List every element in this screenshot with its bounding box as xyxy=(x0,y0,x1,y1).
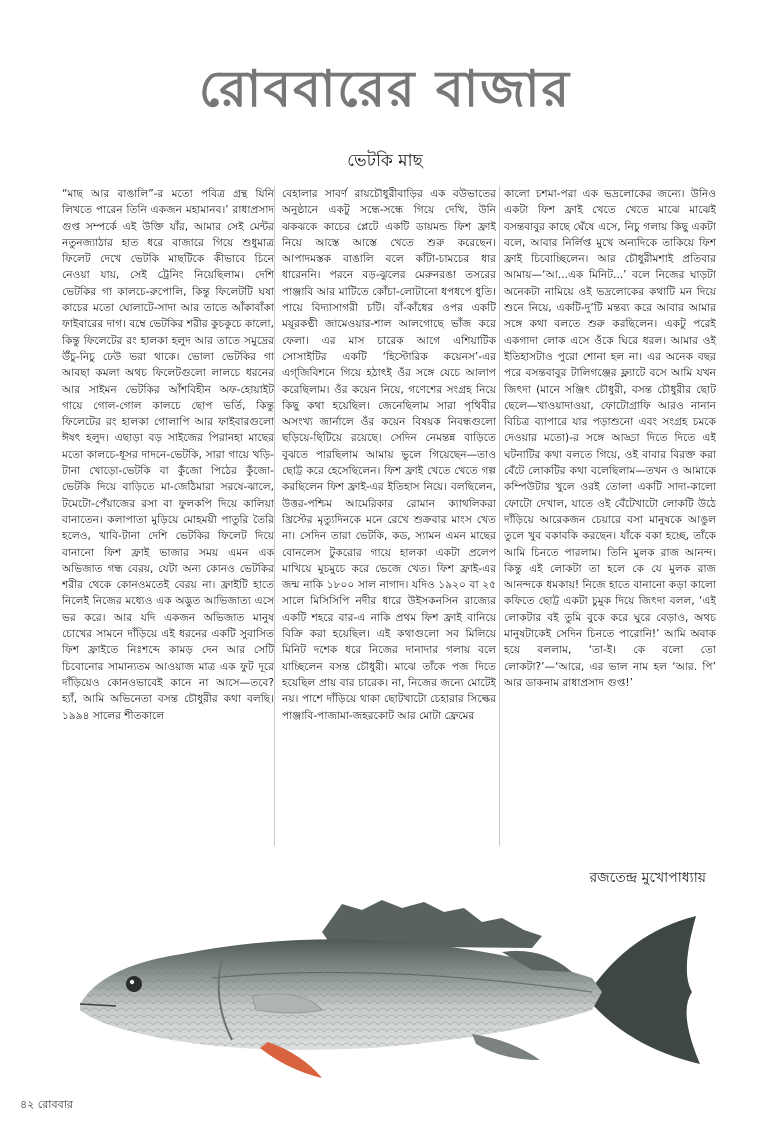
column-divider xyxy=(274,186,275,846)
author-byline: রজতেন্দ্র মুখোপাধ্যায় xyxy=(589,870,706,886)
page-footer xyxy=(20,1096,73,1115)
article-column-2: বেহালার সাবর্ণ রায়চৌধুরীবাড়ির এক বউভাতের অনুষ্ঠানে একটু সন্ধে-সন্ধে গিয়ে দেখি, উনি ঝকঝকে কাচের প্লেটে একটি ডায়মন্ড ফিশ ফ্রাই নিয়ে আস্তে আস্তে খেতে শুরু করেছেন। আপাদমস্তক বাঙালি বলে কাঁটা-চামচের ধার ধারেননি। পরনে বড়-ঝুলের মেরুনরঙা তসরের পাঞ্জাবি আর মাটিতে কোঁচা-লোটানো ধপধপে ধুতি। পায়ে বিদ্যাসাগরী চটি। বাঁ-কাঁধের ওপর একটি ময়ূরকণ্ঠী জামেওয়ার-শাল আলগোছে ভাঁজ করে ফেলা। এর মাস চারেক আগে এশিয়াটিক সোসাইটির একটি ‘হিস্টোরিক কয়েনস’-এর এগ্‌জিবিশনে গিয়ে হঠাৎই ওঁর সঙ্গে যেচে আলাপ করেছিলাম। ওঁর কয়েন নিয়ে, গণেশের সংগ্রহ নিয়ে কিছু কথা হয়েছিল। জেনেছিলাম সারা পৃথিবীর অসংখ্য জার্নালে ওঁর কয়েন বিষয়ক নিবন্ধগুলো ছড়িয়ে-ছিটিয়ে রয়েছে। সেদিন নেমন্তন্ন বাড়িতে বুঝতে পারছিলাম আমায় ভুলে গিয়েছেন—তাও ছোট্ট করে হেসেছিলেন। ফিশ ফ্রাই খেতে খেতে গল্প করছিলেন ফিশ ফ্রাই-এর ইতিহাস নিয়ে। বলছিলেন, উত্তর-পশ্চিম আমেরিকার রোমান ক্যাথলিকরা খ্রিস্টের মৃত্যুদিনকে মনে রেখে শুক্রবার মাংস খেত না। সেদিন তারা ভেটকি, কড, স্যামন এমন মাছের বোনলেস টুকরোর গায়ে হালকা একটা প্রলেপ মাখিয়ে মুচমুচে করে ভেজে খেত। ফিশ ফ্রাই-এর জন্ম নাকি ১৮০০ সাল নাগাদ। যদিও ১৯২০ বা ২৫ সালে মিসিসিপি নদীর ধারে উইসকনসিন রাজ্যের একটি শহরে বার-এ নাকি প্রথম ফিশ ফ্রাই বানিয়ে বিক্রি করা হয়েছিল। এই কথাগুলো সব মিলিয়ে মিনিট দশেক ধরে নিজের দানাদার গলায় বলে যাচ্ছিলেন বসন্ত চৌধুরী। মাঝে তাঁকে পজ দিতে হয়েছিল প্রায় বার চারেক। না, নিজের জন্যে মোটেই নয়। পাশে দাঁড়িয়ে থাকা ছোটখাটো চেহারার সিল্কের পাঞ্জাবি-পাজামা-জহরকোট আর মোটা ফ্রেমের xyxy=(282,188,496,722)
article-column-3: কালো চশমা-পরা এক ভদ্রলোকের জন্যে। উনিও একটা ফিশ ফ্রাই খেতে খেতে মাঝে মাঝেই বসন্তবাবুর কাছে ঘেঁষে এসে, নিচু গলায় কিছু একটা বলে, আবার নির্লিপ্ত মুখে অন্যদিকে তাকিয়ে ফিশ ফ্রাই চিবোচ্ছিলেন। আর চৌধুরীমশাই প্রতিবার আমায়—‘আ...এক মিনিট...’ বলে নিজের ঘাড়টা অনেকটা নামিয়ে ওই ভদ্রলোকের কথাটি মন দিয়ে শুনে নিয়ে, একটি-দু’টি মন্তব্য করে আবার আমার সঙ্গে কথা বলতে শুরু করছিলেন। একটু পরেই একগাদা লোক এসে ওঁকে ঘিরে ধরল। আমার ওই ইতিহাসটাও পুরো শোনা হল না। এর অনেক বছর পরে বসন্তবাবুর টালিগঞ্জের ফ্ল্যাটে বসে আমি যখন জিৎদা (মানে সঞ্জিৎ চৌধুরী, বসন্ত চৌধুরীর ছোট ছেলে—খাওয়াদাওয়া, ফোটোগ্রাফি আরও নানান বিচিত্র ব্যাপারে যার পড়াশুনো এবং সংগ্রহ চমকে দেওয়ার মতো)-র সঙ্গে আড্ডা দিতে দিতে এই ঘটনাটির কথা বলতে গিয়ে, ওই বাবার বিরক্ত করা বেঁটে লোকটির কথা বলেছিলাম—তখন ও আমাকে কম্পিউটার খুলে ওরই তোলা একটি সাদা-কালো ফোটো দেখাল, যাতে ওই বেঁটেখাটো লোকটি উঠে দাঁড়িয়ে আরেকজন চেয়ারে বসা মানুষকে আঙুল তুলে খুব বকাবকি করছেন। যাঁকে বকা হচ্ছে, তাঁকে আমি চিনতে পারলাম। তিনি মুলক রাজ আনন্দ। কিন্তু এই লোকটা তা হলে কে যে মুলক রাজ আনন্দকে ধমকায়! নিজে হাতে বানানো কড়া কালো কফিতে ছোট্ট একটা চুমুক দিয়ে জিৎদা বলল, ‘এই লোকটার বই তুমি বুকে করে ঘুরে বেড়াও, অথচ মানুষটাকেই সেদিন চিনতে পারোনি!’ আমি অবাক হয়ে বললাম, ‘তা-ই। কে বলো তো লোকটা?’—‘আরে, এর ভাল নাম হল ‘আর. পি’ আর ডাকনাম রাধাপ্রসাদ গুপ্ত!’ xyxy=(504,188,716,689)
masthead-title: রোববারের বাজার xyxy=(198,60,571,118)
page-number: ৪২ xyxy=(20,1098,35,1111)
fish-eye xyxy=(126,976,142,992)
magazine-name: রোববার xyxy=(37,1098,73,1111)
article-column-1: “মাছ আর বাঙালি”-র মতো পবিত্র গ্রন্থ যিনি লিখতে পারেন তিনি একজন মহামানব।’ রাধাপ্রসাদ গুপ্ত সম্পর্কে এই উক্তি যাঁর, আমার সেই মেন্টর নতুনজ্যাঠার হাত ধরে বাজারে গিয়ে শুধুমাত্র ফিলেট দেখে ভেটকি মাছটিকে কীভাবে চিনে নেওয়া যায়, সেই ট্রেনিং নিয়েছিলাম। দেশি ভেটকির গা কালচে-রুপোলি, কিন্তু ফিলেটটি ঘষা কাচের মতো ঘোলাটে-সাদা আর তাতে আঁকাবাঁকা ফাইবারের দাগ। বম্বে ভেটকির শরীর কুচকুচে কালো, কিন্তু ফিলেটের রং হালকা হলুদ আর তাতে সমুদ্রের উঁচু-নিচু ঢেউ ভরা থাকে। ভোলা ভেটকির গা আবছা কমলা অথচ ফিলেটগুলো লালচে ধরনের আর সাইমন ভেটকির আঁশবিহীন অফ-হোয়াইট গায়ে গোল-গোল কালচে ছোপ ভর্তি, কিন্তু ফিলেটের রং হালকা গোলাপি আর ফাইবারগুলো ঈষৎ হলুদ। এছাড়া বড় সাইজের পিরানহা মাছের মতো কালচে-ধূসর দাদনে-ভেটকি, সারা গায়ে খড়ি-টানা খোড়ো-ভেটকি বা কুঁজো পিঠের কুঁজো-ভেটকি দিয়ে বাড়িতে মা-জেঠিমারা সরষে-ঝালে, টমেটো-পেঁয়াজের রসা বা ফুলকপি দিয়ে কালিয়া বানাতেন। কলাপাতা মুড়িয়ে মোহময়ী পাতুরি তৈরি হলেও, খাবি-টানা দেশি ভেটকির ফিলেট দিয়ে বানানো ফিশ ফ্রাই ভাজার সময় এমন এক অভিজাত গন্ধ বেরয়, যেটা অন্য কোনও ভেটকির শরীর থেকে কোনওমতেই বেরয় না। ফ্রাইটি হাতে নিলেই নিজের মধ্যেও এক অদ্ভুত আভিজাত্য এসে ভর করে। আর যদি একজন অভিজাত মানুষ চোখের সামনে দাঁড়িয়ে এই ধরনের একটি সুবাসিত ফিশ ফ্রাইতে নিঃশব্দে কামড় দেন আর সেটি চিবোনোর সামান্যতম আওয়াজ মাত্র এক ফুট দূরে দাঁড়িয়েও কোনওভাবেই কানে না আসে—তবে? হ্যাঁ, আমি অভিনেতা বসন্ত চৌধুরীর কথা বলছি। ১৯৯৪ সালের শীতকালে xyxy=(62,188,274,722)
anal-fin xyxy=(472,1034,540,1060)
column-divider xyxy=(499,186,500,846)
tail-fin xyxy=(592,916,700,1064)
article-subtitle: ভেটকি মাছ xyxy=(347,151,423,171)
barramundi-fish-image xyxy=(72,892,712,1082)
